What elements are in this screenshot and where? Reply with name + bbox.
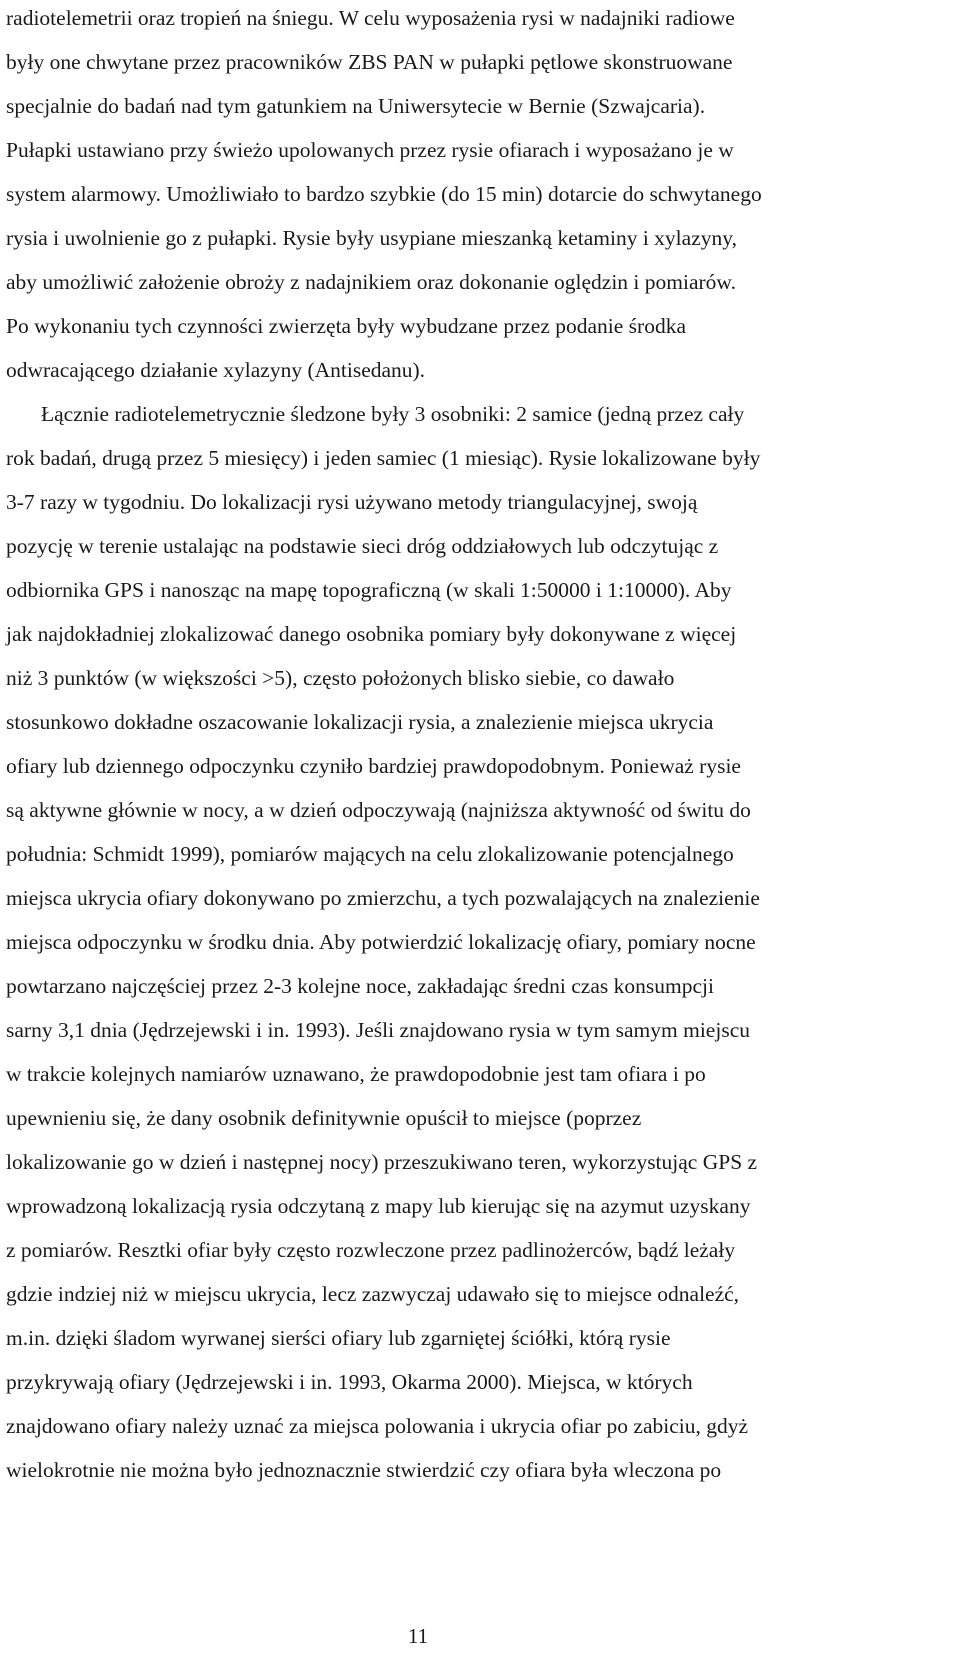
text-line: są aktywne głównie w nocy, a w dzień odpoczywają (najniższa aktywność od świtu do xyxy=(6,798,751,822)
text-line: wielokrotnie nie można było jednoznacznie stwierdzić czy ofiara była wleczona po xyxy=(6,1458,722,1482)
text-line: powtarzano najczęściej przez 2-3 kolejne noce, zakładając średni czas konsumpcji xyxy=(6,974,714,998)
text-line: południa: Schmidt 1999), pomiarów mających na celu zlokalizowanie potencjalnego xyxy=(6,842,734,866)
text-line: lokalizowanie go w dzień i następnej nocy) przeszukiwano teren, wykorzystując GPS z xyxy=(6,1150,758,1174)
text-line: radiotelemetrii oraz tropień na śniegu. W celu wyposażenia rysi w nadajniki radiowe xyxy=(6,6,735,30)
text-line: m.in. dzięki śladom wyrwanej sierści ofiary lub zgarniętej ściółki, którą rysie xyxy=(6,1326,671,1350)
text-line: znajdowano ofiary należy uznać za miejsca polowania i ukrycia ofiar po zabiciu, gdyż xyxy=(6,1414,749,1438)
text-line: stosunkowo dokładne oszacowanie lokalizacji rysia, a znalezienie miejsca ukrycia xyxy=(6,710,714,734)
text-line: przykrywają ofiary (Jędrzejewski i in. 1993, Okarma 2000). Miejsca, w których xyxy=(6,1370,693,1394)
text-line: specjalnie do badań nad tym gatunkiem na Uniwersytecie w Bernie (Szwajcaria). xyxy=(6,94,706,118)
text-line: gdzie indziej niż w miejscu ukrycia, lecz zazwyczaj udawało się to miejsce odnaleźć, xyxy=(6,1282,740,1306)
text-line: rysia i uwolnienie go z pułapki. Rysie były usypiane mieszanką ketaminy i xylazyny, xyxy=(6,226,737,250)
text-line: pozycję w terenie ustalając na podstawie sieci dróg oddziałowych lub odczytując z xyxy=(6,534,719,558)
text-line: niż 3 punktów (w większości >5), często położonych blisko siebie, co dawało xyxy=(6,666,675,690)
text-line: ofiary lub dziennego odpoczynku czyniło bardziej prawdopodobnym. Ponieważ rysie xyxy=(6,754,741,778)
text-line: sarny 3,1 dnia (Jędrzejewski i in. 1993). Jeśli znajdowano rysia w tym samym miejscu xyxy=(6,1018,750,1042)
text-line: rok badań, drugą przez 5 miesięcy) i jeden samiec (1 miesiąc). Rysie lokalizowane były xyxy=(6,446,761,470)
text-line: jak najdokładniej zlokalizować danego osobnika pomiary były dokonywane z więcej xyxy=(6,622,737,646)
text-line: w trakcie kolejnych namiarów uznawano, że prawdopodobnie jest tam ofiara i po xyxy=(6,1062,706,1086)
text-line: upewnieniu się, że dany osobnik definitywnie opuścił to miejsce (poprzez xyxy=(6,1106,642,1130)
text-line: odwracającego działanie xylazyny (Antisedanu). xyxy=(6,358,426,382)
text-line: aby umożliwić założenie obroży z nadajnikiem oraz dokonanie oględzin i pomiarów. xyxy=(6,270,736,294)
text-line: były one chwytane przez pracowników ZBS PAN w pułapki pętlowe skonstruowane xyxy=(6,50,733,74)
text-line: wprowadzoną lokalizacją rysia odczytaną z mapy lub kierując się na azymut uzyskany xyxy=(6,1194,751,1218)
text-line: odbiornika GPS i nanosząc na mapę topograficzną (w skali 1:50000 i 1:10000). Aby xyxy=(6,578,732,602)
text-line: miejsca ukrycia ofiary dokonywano po zmierzchu, a tych pozwalających na znalezienie xyxy=(6,886,760,910)
page-number: 11 xyxy=(407,1624,429,1648)
text-line: Pułapki ustawiano przy świeżo upolowanych przez rysie ofiarach i wyposażano je w xyxy=(6,138,734,162)
text-line: Po wykonaniu tych czynności zwierzęta były wybudzane przez podanie środka xyxy=(6,314,687,338)
text-line: 3-7 razy w tygodniu. Do lokalizacji rysi używano metody triangulacyjnej, swoją xyxy=(6,490,698,514)
text-line: system alarmowy. Umożliwiało to bardzo szybkie (do 15 min) dotarcie do schwytanego xyxy=(6,182,762,206)
text-line: miejsca odpoczynku w środku dnia. Aby potwierdzić lokalizację ofiary, pomiary nocne xyxy=(6,930,756,954)
text-line: z pomiarów. Resztki ofiar były często rozwleczone przez padlinożerców, bądź leżały xyxy=(6,1238,736,1262)
body-text xyxy=(6,0,946,1492)
paragraph-first-line: Łącznie radiotelemetrycznie śledzone były 3 osobniki: 2 samice (jedną przez cały xyxy=(41,402,745,426)
